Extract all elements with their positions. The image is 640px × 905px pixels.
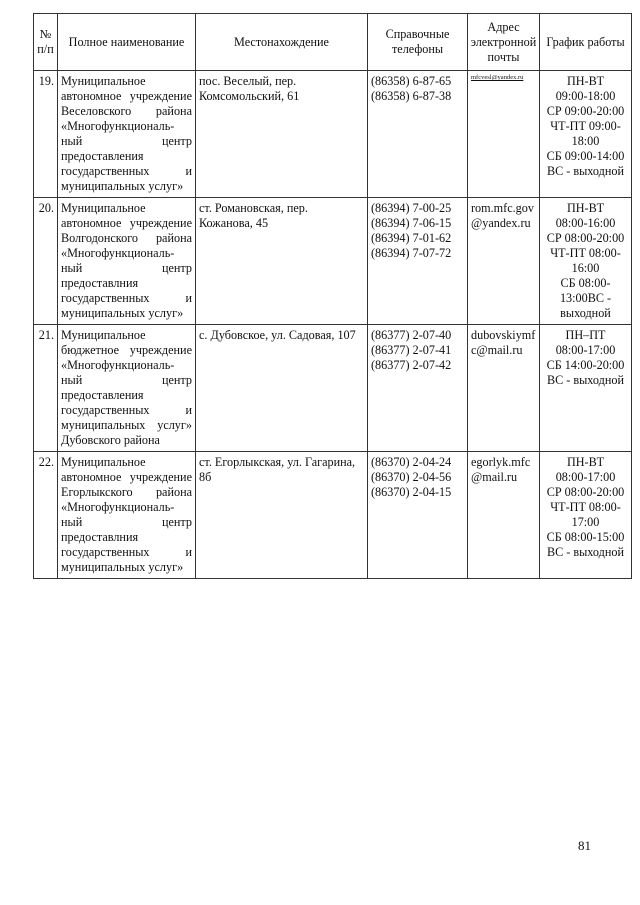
schedule-line: ВС - выходной bbox=[546, 545, 625, 559]
schedule-line: СР 09:00-20:00 bbox=[546, 104, 625, 118]
org-schedule bbox=[540, 452, 632, 579]
table-row bbox=[34, 71, 632, 198]
schedule-line: СБ 08:00-15:00 bbox=[546, 530, 625, 544]
phone-number: (86358) 6-87-38 bbox=[371, 89, 452, 103]
table-header-row bbox=[34, 14, 632, 71]
table-row bbox=[34, 452, 632, 579]
phone-number: (86370) 2-04-24 bbox=[371, 455, 452, 469]
table-row bbox=[34, 198, 632, 325]
phone-number: (86377) 2-07-42 bbox=[371, 358, 452, 372]
schedule-line: СБ 08:00-13:00ВС - bbox=[559, 276, 612, 305]
header-phones: Справочные телефоны bbox=[368, 14, 468, 71]
mfc-table bbox=[33, 13, 632, 579]
header-name: Полное наименование bbox=[58, 14, 196, 71]
schedule-line: ЧТ-ПТ 09:00-18:00 bbox=[550, 119, 621, 148]
schedule-line: ВС - выходной bbox=[546, 373, 625, 387]
phone-number: (86358) 6-87-65 bbox=[371, 74, 452, 88]
row-number: 20. bbox=[34, 198, 58, 325]
org-schedule bbox=[540, 71, 632, 198]
org-location: ст. Егорлыкская, ул. Гагарина, 8б bbox=[196, 452, 368, 579]
schedule-line: СР 08:00-20:00 bbox=[546, 485, 625, 499]
schedule-line: ПН-ВТ bbox=[566, 455, 605, 469]
phone-number: (86394) 7-06-15 bbox=[371, 216, 452, 230]
header-email: Адрес электронной почты bbox=[468, 14, 540, 71]
org-phones bbox=[368, 452, 468, 579]
header-schedule: График работы bbox=[540, 14, 632, 71]
org-name: Муниципальное автономное учреждение Волгодонского района «Многофункциональ-ный центр предоставлния государственных и муниципальных услуг» bbox=[58, 198, 196, 325]
schedule-line: СР 08:00-20:00 bbox=[546, 231, 625, 245]
schedule-line: выходной bbox=[560, 306, 611, 320]
org-email[interactable]: rom.mfc.gov @yandex.ru bbox=[468, 198, 540, 325]
phone-number: (86370) 2-04-15 bbox=[371, 485, 452, 499]
schedule-line: 09:00-18:00 bbox=[555, 89, 616, 103]
page-number: 81 bbox=[578, 838, 591, 853]
phone-number: (86370) 2-04-56 bbox=[371, 470, 452, 484]
schedule-line: ЧТ-ПТ 08:00-16:00 bbox=[550, 246, 621, 275]
schedule-line: ПН-ВТ bbox=[566, 74, 605, 88]
org-email[interactable]: egorlyk.mfc @mail.ru bbox=[468, 452, 540, 579]
row-number: 21. bbox=[34, 325, 58, 452]
phone-number: (86377) 2-07-41 bbox=[371, 343, 452, 357]
schedule-line: 08:00-16:00 bbox=[555, 216, 616, 230]
schedule-line: ПН-ВТ bbox=[566, 201, 605, 215]
header-location: Местонахождение bbox=[196, 14, 368, 71]
schedule-line: СБ 14:00-20:00 bbox=[546, 358, 625, 372]
org-location: пос. Веселый, пер. Комсомольский, 61 bbox=[196, 71, 368, 198]
org-name: Муниципальное бюджетное учреждение «Многофункциональ-ный центр предоставления государственных и муниципальных услуг» Дубовского района bbox=[58, 325, 196, 452]
schedule-line: 08:00-17:00 bbox=[555, 343, 616, 357]
row-number: 19. bbox=[34, 71, 58, 198]
schedule-line: ЧТ-ПТ 08:00-17:00 bbox=[550, 500, 621, 529]
table-row bbox=[34, 325, 632, 452]
org-phones bbox=[368, 325, 468, 452]
phone-number: (86394) 7-00-25 bbox=[371, 201, 452, 215]
schedule-line: 08:00-17:00 bbox=[555, 470, 616, 484]
org-location: с. Дубовское, ул. Садовая, 107 bbox=[196, 325, 368, 452]
org-schedule bbox=[540, 325, 632, 452]
schedule-line: СБ 09:00-14:00 bbox=[546, 149, 625, 163]
phone-number: (86394) 7-07-72 bbox=[371, 246, 452, 260]
org-phones bbox=[368, 198, 468, 325]
schedule-line: ВС - выходной bbox=[546, 164, 625, 178]
org-email[interactable]: dubovskiymfc@mail.ru bbox=[468, 325, 540, 452]
org-location: ст. Романовская, пер. Кожанова, 45 bbox=[196, 198, 368, 325]
org-phones bbox=[368, 71, 468, 198]
org-name: Муниципальное автономное учреждение Егорлыкского района «Многофункциональ-ный центр предоставлния государственных и муниципальных услуг» bbox=[58, 452, 196, 579]
schedule-line: ПН–ПТ bbox=[565, 328, 606, 342]
org-schedule bbox=[540, 198, 632, 325]
phone-number: (86377) 2-07-40 bbox=[371, 328, 452, 342]
org-email[interactable]: mfcvesl@yandex.ru bbox=[468, 71, 540, 198]
phone-number: (86394) 7-01-62 bbox=[371, 231, 452, 245]
org-name: Муниципальное автономное учреждение Веселовского района «Многофункциональ-ный центр предоставления государственных и муниципальных услуг» bbox=[58, 71, 196, 198]
header-num: № п/п bbox=[34, 14, 58, 71]
row-number: 22. bbox=[34, 452, 58, 579]
